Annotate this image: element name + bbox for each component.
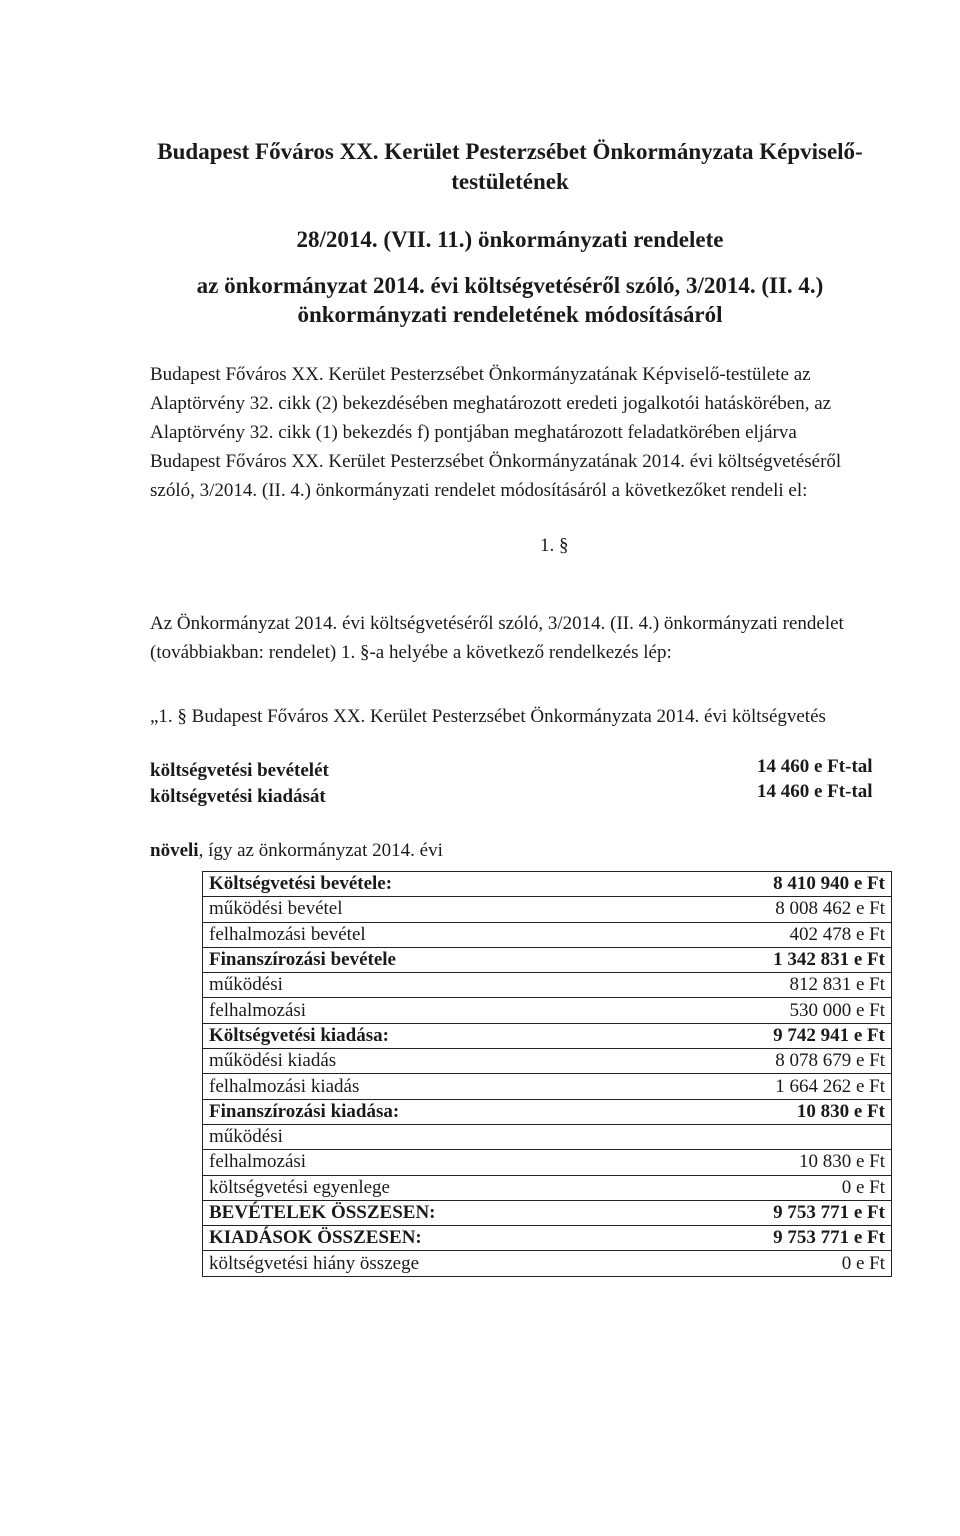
table-row <box>203 998 892 1023</box>
row-value: 9 753 771 e Ft <box>739 1200 892 1225</box>
row-label: KIADÁSOK ÖSSZESEN: <box>203 1226 740 1251</box>
row-label: működési <box>203 973 740 998</box>
row-value <box>739 1124 892 1149</box>
title-line-1: Budapest Főváros XX. Kerület Pesterzsébet Önkormányzata Képviselő- <box>157 139 863 164</box>
revenue-increase-value: 14 460 e Ft-tal <box>757 756 873 777</box>
row-value: 8 008 462 e Ft <box>739 897 892 922</box>
row-label: költségvetési hiány összege <box>203 1251 740 1276</box>
row-label: működési bevétel <box>203 897 740 922</box>
table-row <box>203 1226 892 1251</box>
subject-line-2: önkormányzati rendeletének módosításáról <box>297 302 723 327</box>
row-value: 9 742 941 e Ft <box>739 1023 892 1048</box>
row-value: 402 478 e Ft <box>739 922 892 947</box>
row-label: Finanszírozási bevétele <box>203 947 740 972</box>
row-label: Költségvetési bevétele: <box>203 872 740 897</box>
table-row <box>203 922 892 947</box>
row-label: működési <box>203 1124 740 1149</box>
table-row <box>203 947 892 972</box>
decree-number: 28/2014. (VII. 11.) önkormányzati rendelete <box>296 227 724 252</box>
row-label: Finanszírozási kiadása: <box>203 1099 740 1124</box>
preamble-line: Alaptörvény 32. cikk (2) bekezdésében meghatározott eredeti jogalkotói hatáskörében, az <box>150 393 832 414</box>
preamble <box>150 360 960 505</box>
table-row <box>203 897 892 922</box>
row-value: 0 e Ft <box>739 1251 892 1276</box>
section1-line: (továbbiakban: rendelet) 1. §-a helyébe a következő rendelkezés lép: <box>150 642 672 663</box>
revenue-increase-label: költségvetési bevételét <box>150 760 329 781</box>
table-row <box>203 1200 892 1225</box>
row-value: 1 342 831 e Ft <box>739 947 892 972</box>
row-label: Költségvetési kiadása: <box>203 1023 740 1048</box>
table-row <box>203 872 892 897</box>
row-value: 8 078 679 e Ft <box>739 1049 892 1074</box>
row-value: 9 753 771 e Ft <box>739 1226 892 1251</box>
row-value: 8 410 940 e Ft <box>739 872 892 897</box>
expense-increase-value: 14 460 e Ft-tal <box>757 781 873 802</box>
preamble-line: Budapest Főváros XX. Kerület Pesterzsébet Önkormányzatának 2014. évi költségvetéséről <box>150 451 842 472</box>
section1-text <box>150 609 960 667</box>
budget-table <box>202 871 892 1277</box>
table-intro <box>150 840 443 862</box>
intro-rest: , így az önkormányzat 2014. évi <box>198 840 443 861</box>
section1-line: Az Önkormányzat 2014. évi költségvetéséről szóló, 3/2014. (II. 4.) önkormányzati rendelet <box>150 613 844 634</box>
row-label: felhalmozási kiadás <box>203 1074 740 1099</box>
intro-bold: növeli <box>150 840 199 861</box>
section-heading: 1. § <box>540 535 569 556</box>
row-value: 10 830 e Ft <box>739 1099 892 1124</box>
row-value: 812 831 e Ft <box>739 973 892 998</box>
table-row <box>203 1124 892 1149</box>
row-label: felhalmozási bevétel <box>203 922 740 947</box>
quoted-provision: „1. § Budapest Főváros XX. Kerület Pesterzsébet Önkormányzata 2014. évi költségvetés <box>150 706 826 727</box>
row-label: BEVÉTELEK ÖSSZESEN: <box>203 1200 740 1225</box>
table-row <box>203 1074 892 1099</box>
row-value: 530 000 e Ft <box>739 998 892 1023</box>
row-label: felhalmozási <box>203 1150 740 1175</box>
table-row <box>203 1049 892 1074</box>
table-row <box>203 1150 892 1175</box>
row-label: költségvetési egyenlege <box>203 1175 740 1200</box>
preamble-line: Budapest Főváros XX. Kerület Pesterzsébet Önkormányzatának Képviselő-testülete az <box>150 364 811 385</box>
title-line-2: testületének <box>451 169 569 194</box>
row-value: 10 830 e Ft <box>739 1150 892 1175</box>
preamble-line: szóló, 3/2014. (II. 4.) önkormányzati rendelet módosításáról a következőket rendeli el: <box>150 480 808 501</box>
preamble-line: Alaptörvény 32. cikk (1) bekezdés f) pontjában meghatározott feladatkörében eljárva <box>150 422 797 443</box>
row-label: működési kiadás <box>203 1049 740 1074</box>
subject-line-1: az önkormányzat 2014. évi költségvetéséről szóló, 3/2014. (II. 4.) <box>196 273 824 298</box>
table-row <box>203 1175 892 1200</box>
table-row <box>203 1099 892 1124</box>
row-value: 0 e Ft <box>739 1175 892 1200</box>
table-row <box>203 1023 892 1048</box>
table-row <box>203 973 892 998</box>
expense-increase-label: költségvetési kiadását <box>150 786 326 807</box>
row-label: felhalmozási <box>203 998 740 1023</box>
row-value: 1 664 262 e Ft <box>739 1074 892 1099</box>
table-row <box>203 1251 892 1276</box>
